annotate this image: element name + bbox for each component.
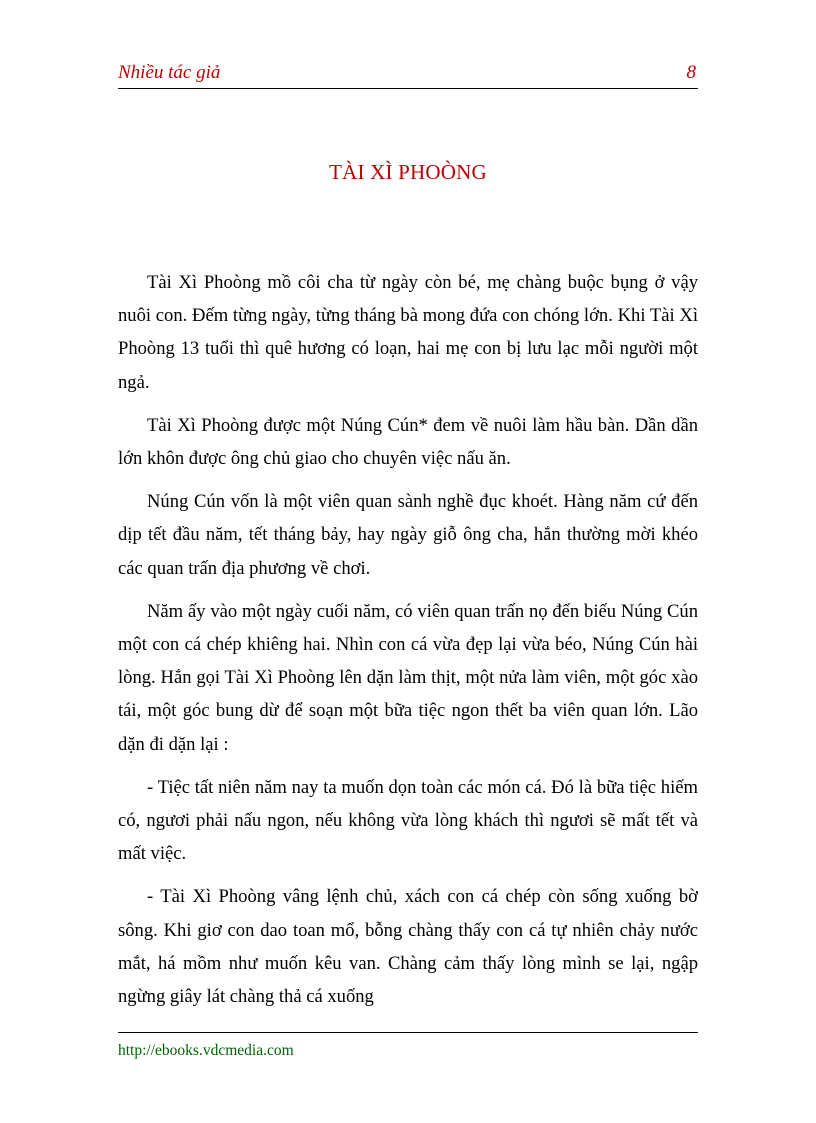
page-header [118, 60, 698, 89]
paragraph: Năm ấy vào một ngày cuối năm, có viên quan trấn nọ đến biếu Núng Cún một con cá chép khiêng hai. Nhìn con cá vừa đẹp lại vừa béo, Núng Cún hài lòng. Hắn gọi Tài Xì Phoòng lên dặn làm thịt, một nửa làm viên, một góc xào tái, một góc bung dừ để soạn một bữa tiệc ngon thết ba viên quan lớn. Lão dặn đi dặn lại : [118, 600, 698, 755]
story-body [118, 266, 698, 1023]
paragraph: Tài Xì Phoòng được một Núng Cún* đem về nuôi làm hầu bàn. Dần dần lớn khôn được ông chủ giao cho chuyên việc nấu ăn. [118, 414, 698, 470]
footer-website-link[interactable]: http://ebooks.vdcmedia.com [118, 1042, 294, 1059]
paragraph: - Tiệc tất niên năm nay ta muốn dọn toàn các món cá. Đó là bữa tiệc hiếm có, ngươi phải nấu ngon, nếu không vừa lòng khách thì ngươi sẽ mất tết và mất việc. [118, 776, 698, 865]
footer-divider [118, 1032, 698, 1033]
page-number: 8 [686, 62, 696, 83]
paragraph: Núng Cún vốn là một viên quan sành nghề đục khoét. Hàng năm cứ đến dịp tết đầu năm, tết tháng bảy, hay ngày giỗ ông cha, hắn thường mời khéo các quan trấn địa phương về chơi. [118, 491, 698, 579]
paragraph: Tài Xì Phoòng mồ côi cha từ ngày còn bé, mẹ chàng buộc bụng ở vậy nuôi con. Đếm từng ngày, từng tháng bà mong đứa con chóng lớn. Khi Tài Xì Phoòng 13 tuổi thì quê hương có loạn, hai mẹ con bị lưu lạc mỗi người một ngả. [118, 272, 698, 393]
paragraph: - Tài Xì Phoòng vâng lệnh chủ, xách con cá chép còn sống xuống bờ sông. Khi giơ con dao toan mổ, bỗng chàng thấy con cá tự nhiên chảy nước mắt, há mồm như muốn kêu van. Chàng cảm thấy lòng mình se lại, ngập ngừng giây lát chàng thả cá xuống [118, 886, 698, 1008]
story-title: TÀI XÌ PHOÒNG [329, 160, 487, 184]
book-author-title: Nhiều tác giả [118, 62, 221, 83]
